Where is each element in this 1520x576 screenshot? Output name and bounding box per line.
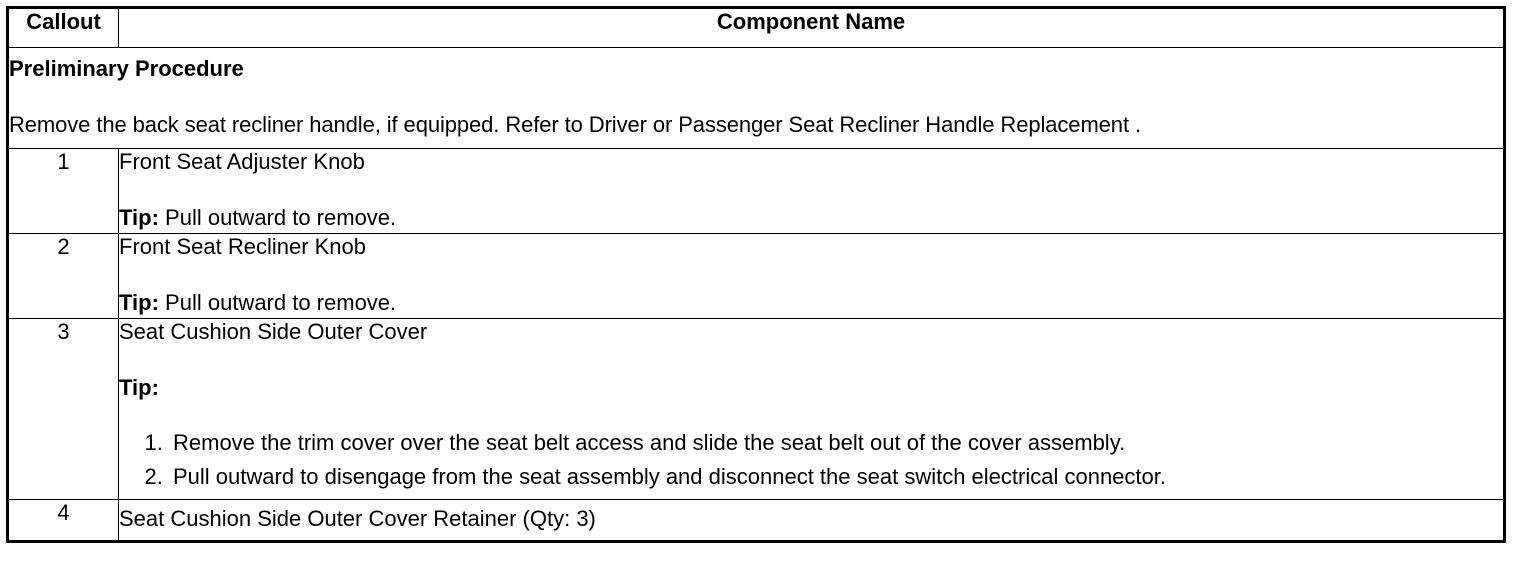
tip-label: Tip:: [119, 205, 159, 231]
tip-step: 1. Remove the trim cover over the seat belt access and slide the seat belt out of the cover assembly.: [169, 430, 1503, 456]
component-name: Seat Cushion Side Outer Cover Retainer (Qty: 3): [119, 505, 596, 531]
tip: [119, 205, 1503, 231]
tip-label: Tip:: [119, 375, 159, 401]
preliminary-procedure-title: Preliminary Procedure: [9, 56, 244, 81]
table-header-row: [8, 8, 1505, 48]
preliminary-procedure-row: [8, 48, 1505, 149]
tip-step: 2. Pull outward to disengage from the seat assembly and disconnect the seat switch electrical connector.: [169, 464, 1503, 490]
component-name: Seat Cushion Side Outer Cover: [119, 319, 428, 344]
component-cell: [119, 234, 1505, 319]
component-name: Front Seat Recliner Knob: [119, 234, 367, 259]
component-cell: [119, 149, 1505, 234]
tip-text: Pull outward to remove.: [165, 290, 397, 316]
callout-number: 1: [8, 149, 119, 234]
tip: [119, 375, 1503, 401]
tip-label: Tip:: [119, 290, 159, 316]
tip-text: Pull outward to remove.: [165, 205, 397, 231]
callout-number: 4: [8, 499, 119, 541]
component-name: Front Seat Adjuster Knob: [119, 149, 365, 174]
table-row: [8, 149, 1505, 234]
component-cell: [119, 499, 1505, 541]
column-header-callout: Callout: [8, 8, 119, 48]
column-header-component-name: Component Name: [119, 8, 1505, 48]
callout-number: 2: [8, 234, 119, 319]
component-cell: [119, 319, 1505, 500]
table-row: [8, 319, 1505, 500]
table-row: [8, 499, 1505, 541]
preliminary-procedure-text: Remove the back seat recliner handle, if equipped. Refer to Driver or Passenger Seat Recliner Handle Replacement .: [9, 112, 1141, 138]
tip: [119, 290, 1503, 316]
callout-number: 3: [8, 319, 119, 500]
table-row: [8, 234, 1505, 319]
preliminary-procedure-cell: [8, 48, 1505, 149]
tip-steps-list: [119, 430, 1503, 491]
procedure-table: [6, 6, 1506, 543]
